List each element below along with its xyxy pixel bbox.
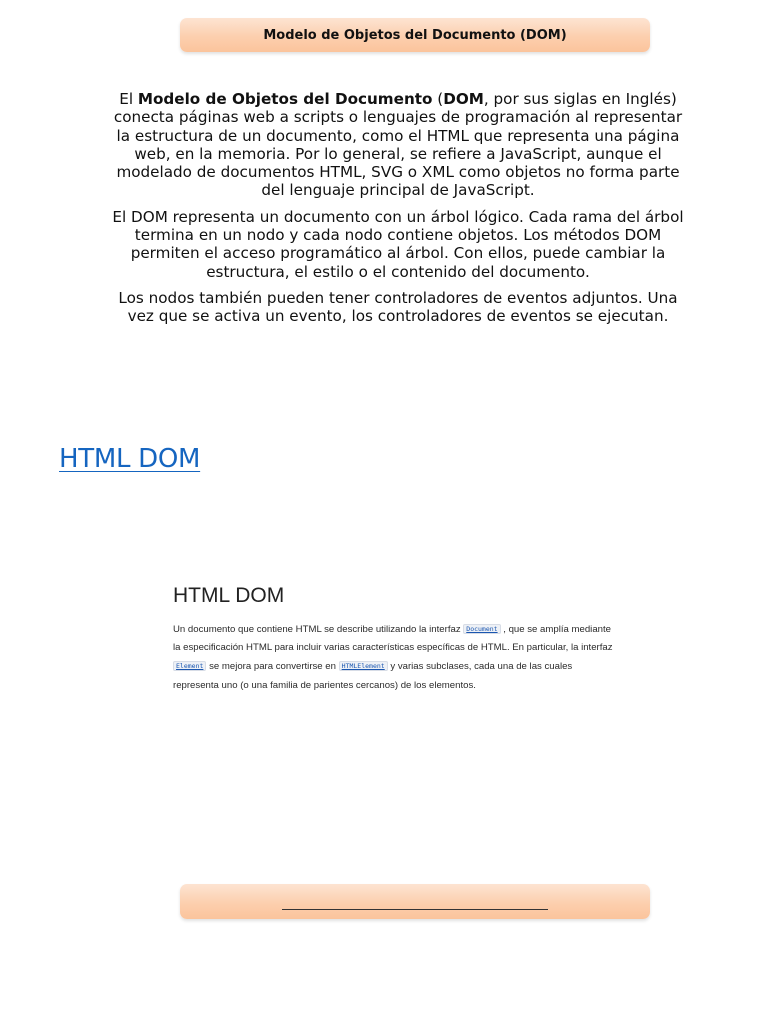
intro-paragraph-2: El DOM representa un documento con un árbol lógico. Cada rama del árbol termina en un nodo y cada nodo contiene objetos. Los métodos DOM permiten el acceso programático al árbol. Con ellos, puede cambiar la estructura, el estilo o el contenido del documento.: [112, 207, 684, 281]
page-title: Modelo de Objetos del Documento (DOM): [263, 27, 567, 43]
intro-paragraph-1: [108, 90, 688, 200]
intro-text-segment: (: [432, 90, 444, 108]
intro-text-segment: El: [119, 90, 138, 108]
header-banner: [180, 18, 650, 52]
footer-banner: [180, 884, 650, 919]
dom-acronym-bold: DOM: [443, 90, 484, 108]
intro-text-segment: , por sus siglas en Inglés) conecta páginas web a scripts o lenguajes de programación al representar la estructura de un documento, como el HTML que representa una página web, en la memoria. Por lo general, se refiere a JavaScript, aunque el modelado de documentos HTML, SVG o XML como objetos no forma parte del lenguaje principal de JavaScript.: [113, 90, 683, 200]
embedded-text-segment: se mejora para convertirse en: [206, 661, 339, 673]
intro-text: [108, 90, 688, 334]
intro-paragraph-3: Los nodos también pueden tener controladores de eventos adjuntos. Una vez que se activa un evento, los controladores de eventos se ejecutan.: [118, 288, 678, 326]
htmlelement-code-link[interactable]: HTMLElement: [339, 661, 388, 671]
element-code-link[interactable]: Element: [173, 661, 206, 671]
footer-divider-line: [282, 909, 548, 910]
embedded-text-segment: , que se amplía mediante la especificación HTML para incluir varias características específicas de HTML. En particular, la interfaz: [173, 624, 613, 654]
embedded-text-segment: Un documento que contiene HTML se describe utilizando la interfaz: [173, 624, 464, 635]
html-dom-link[interactable]: HTML DOM: [59, 444, 201, 474]
embedded-screenshot: [158, 570, 618, 720]
document-code-link[interactable]: Document: [463, 624, 500, 634]
embedded-paragraph: [173, 620, 613, 695]
embedded-title: HTML DOM: [173, 584, 285, 607]
embedded-text-segment: y varias subclases, cada una de las cuales representa uno (o una familia de parientes cercanos) de los elementos.: [173, 661, 573, 691]
dom-term-bold: Modelo de Objetos del Documento: [137, 90, 433, 108]
